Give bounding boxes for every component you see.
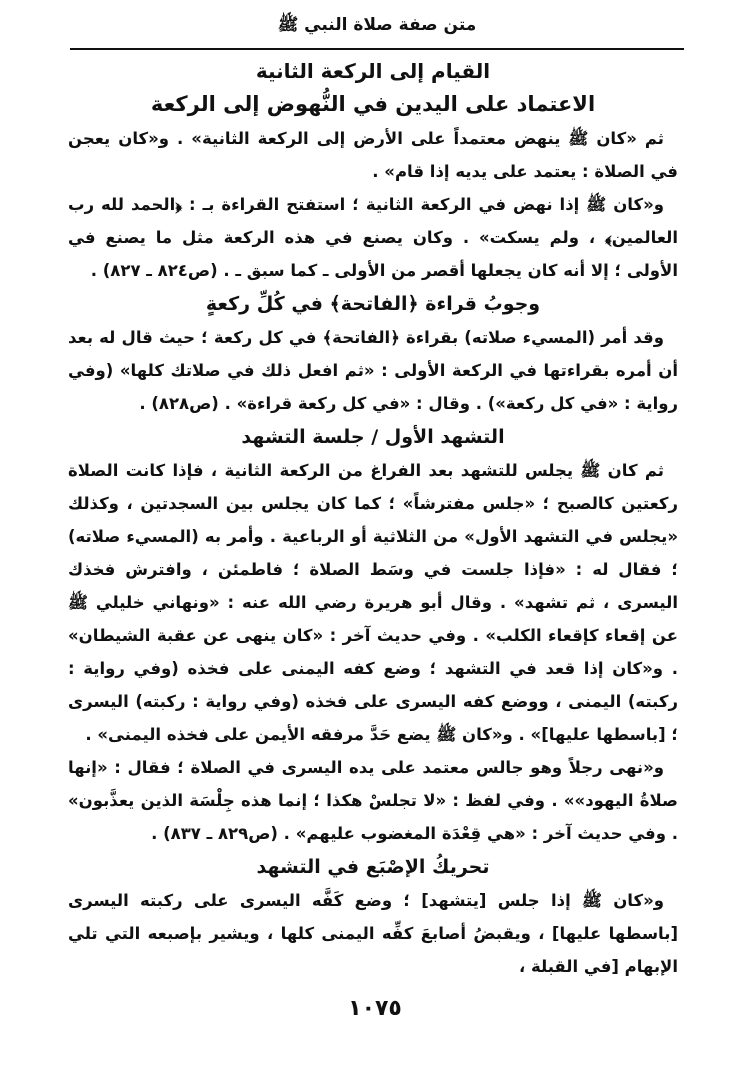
section-subheading: الاعتماد على اليدين في النُّهوض إلى الركعة	[150, 92, 596, 116]
paragraph: ثم كان ﷺ يجلس للتشهد بعد الفراغ من الركعة الثانية ، فإذا كانت الصلاة ركعتين كالصبح ؛ «جلس مفترشاً» ؛ كما كان يجلس بين السجدتين ، وكذلك «يجلس في التشهد الأول» من الثلاثية أو الرباعية . وأمر به (المسيء صلاته) ؛ فقال له : «فإذا جلست في وسَط الصلاة ؛ فاطمئن ، وافترش فخذك اليسرى ، ثم تشهد» . وقال أبو هريرة رضي الله عنه : «ونهاني خليلي ﷺ عن إقعاء كإقعاء الكلب» . وفي حديث آخر : «كان ينهى عن عقبة الشيطان» . و«كان إذا قعد في التشهد ؛ وضع كفه اليمنى على فخذه (وفي رواية : ركبته) اليمنى ، ووضع كفه اليسرى على فخذه (وفي رواية : ركبته) اليسرى ؛ [باسطها عليها]» . و«كان ﷺ يضع حَدَّ مرفقه الأيمن على فخذه اليمنى» .	[68, 461, 678, 744]
paragraph: ثم «كان ﷺ ينهض معتمداً على الأرض إلى الركعة الثانية» . و«كان يعجن في الصلاة : يعتمد على يديه إذا قام» .	[68, 129, 678, 181]
running-head: متن صفة صلاة النبي ﷺ	[277, 15, 477, 35]
section-heading: القيام إلى الركعة الثانية	[255, 59, 491, 83]
section-heading: تحريكُ الإصْبَع في التشهد	[256, 856, 490, 878]
paragraph: و«نهى رجلاً وهو جالس معتمد على يده اليسرى في الصلاة ؛ فقال : «إنها صلاةُ اليهود»» . وفي لفظ : «لا تجلسْ هكذا ؛ إنما هذه جِلْسَة الذين يعذَّبون» . وفي حديث آخر : «هي قِعْدَة المغضوب عليهم» . (ص٨٢٩ ـ ٨٣٧) .	[68, 758, 678, 843]
page-number: ١٠٧٥	[348, 996, 402, 1021]
paragraph: وقد أمر (المسيء صلاته) بقراءة ﴿الفاتحة﴾ في كل ركعة ؛ حيث قال له بعد أن أمره بقراءتها في الركعة الأولى : «ثم افعل ذلك في صلاتك كلها» (وفي رواية : «في كل ركعة») . وقال : «في كل ركعة قراءة» . (ص٨٢٨) .	[68, 328, 678, 413]
header-rule	[70, 48, 684, 50]
page-content	[68, 56, 678, 983]
paragraph: و«كان ﷺ إذا جلس [يتشهد] ؛ وضع كَفَّه اليسرى على ركبته اليسرى [باسطها عليها] ، ويقبضُ أصابعَ كفِّه اليمنى كلها ، ويشير بإصبعه التي تلي الإبهام [في القبلة ،	[68, 891, 678, 976]
paragraph: و«كان ﷺ إذا نهض في الركعة الثانية ؛ استفتح القراءة بـ : ﴿الحمد لله رب العالمين﴾ ، ولم يسكت» . وكان يصنع في هذه الركعة مثل ما يصنع في الأولى ؛ إلا أنه كان يجعلها أقصر من الأولى ـ كما سبق ـ . (ص٨٢٤ ـ ٨٢٧) .	[68, 195, 678, 280]
section-heading: التشهد الأول / جلسة التشهد	[241, 426, 505, 448]
section-heading: وجوبُ قراءة ﴿الفاتحة﴾ في كُلِّ ركعةٍ	[205, 293, 541, 315]
